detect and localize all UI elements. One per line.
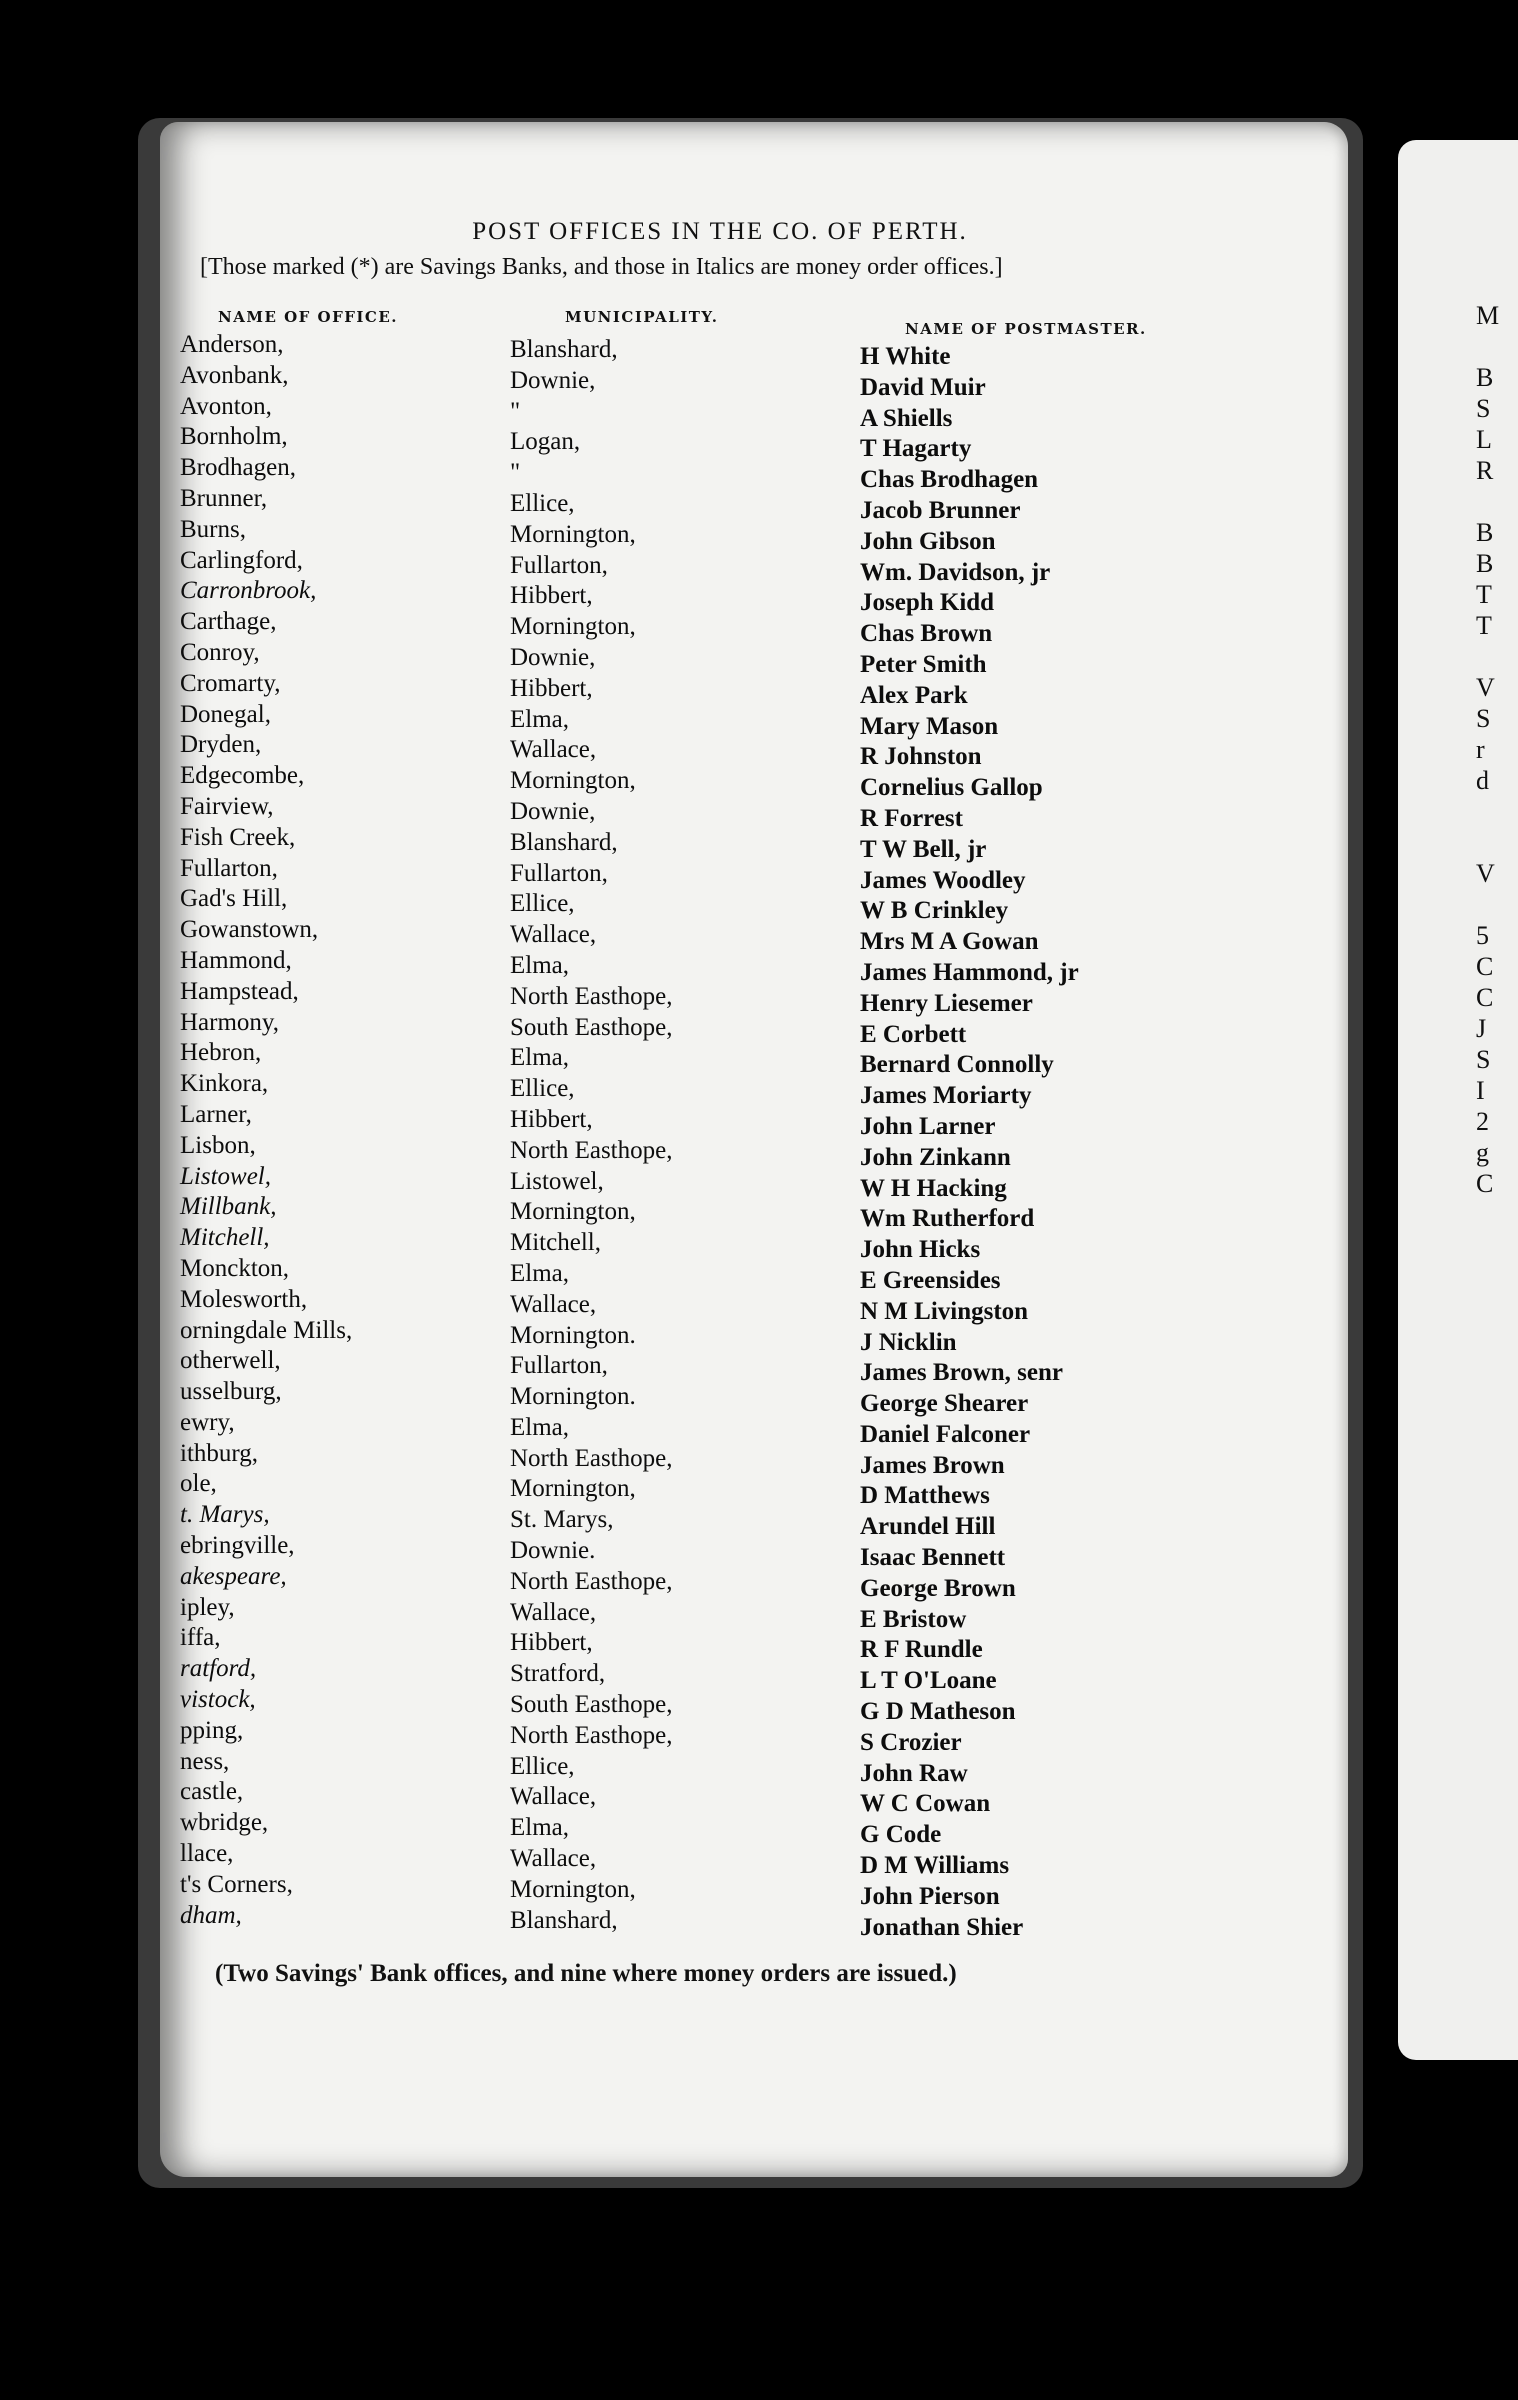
office-name: castle,	[180, 1778, 244, 1806]
postmaster-name: Wm. Davidson, jr	[860, 558, 1051, 586]
municipality-name: Downie,	[510, 366, 596, 394]
office-name: otherwell,	[180, 1347, 281, 1375]
municipality-name: Wallace,	[510, 736, 597, 764]
office-name: Avonton,	[180, 392, 272, 420]
office-name: t's Corners,	[180, 1870, 293, 1898]
municipality-name: Ellice,	[510, 489, 575, 517]
postmaster-name: John Hicks	[860, 1236, 981, 1264]
adjacent-page-letter	[1476, 796, 1499, 827]
municipality-name: Mornington,	[510, 1875, 636, 1903]
municipality-name: Ellice,	[510, 1752, 575, 1780]
office-name: Anderson,	[180, 331, 284, 358]
adjacent-page-text	[1476, 300, 1499, 1199]
office-name: usselburg,	[180, 1378, 282, 1406]
municipality-name: North Easthope,	[510, 1567, 673, 1595]
office-name: ness,	[180, 1747, 230, 1775]
postmaster-name: Joseph Kidd	[860, 589, 995, 617]
municipality-name: Hibbert,	[510, 674, 593, 702]
office-name: Cromarty,	[180, 669, 281, 697]
municipality-name: Fullarton,	[510, 1352, 608, 1380]
postmaster-name: Chas Brodhagen	[860, 466, 1039, 494]
postmaster-name: N M Livingston	[860, 1297, 1029, 1325]
office-name: Kinkora,	[180, 1070, 269, 1098]
postmaster-name: John Pierson	[860, 1882, 1000, 1910]
office-name: Mitchell,	[180, 1224, 270, 1252]
office-name: Fish Creek,	[180, 823, 296, 851]
office-name: ebringville,	[180, 1532, 295, 1560]
adjacent-page-letter: B	[1476, 518, 1494, 547]
postmaster-name: T W Bell, jr	[860, 835, 987, 863]
office-name: Carthage,	[180, 608, 277, 636]
adjacent-page-letter: S	[1476, 394, 1491, 423]
office-name: ole,	[180, 1470, 217, 1498]
adjacent-page-letter: I	[1476, 1076, 1485, 1105]
adjacent-page-letter: M	[1476, 301, 1500, 330]
postmaster-name: R F Rundle	[860, 1636, 983, 1664]
municipality-name: Mornington.	[510, 1383, 636, 1411]
header-municipality: MUNICIPALITY.	[565, 308, 719, 326]
adjacent-page-letter	[1476, 331, 1499, 362]
office-name: Hebron,	[180, 1039, 262, 1067]
postmaster-name: Isaac Bennett	[860, 1544, 1006, 1572]
postmaster-name: Mary Mason	[860, 712, 999, 740]
office-name: ipley,	[180, 1593, 235, 1621]
municipality-name: Blanshard,	[510, 828, 618, 856]
municipality-name: Mornington.	[510, 1321, 636, 1349]
office-name: llace,	[180, 1840, 234, 1868]
office-name: Gad's Hill,	[180, 885, 288, 913]
postmaster-name: John Larner	[860, 1112, 996, 1140]
municipality-name: South Easthope,	[510, 1691, 673, 1719]
municipality-name: "	[510, 459, 521, 487]
postmaster-name: Peter Smith	[860, 650, 987, 678]
office-name: Larner,	[180, 1100, 252, 1128]
postmaster-name: A Shiells	[860, 404, 953, 432]
office-name: Monckton,	[180, 1254, 290, 1282]
postmaster-name: Chas Brown	[860, 620, 993, 648]
postmaster-name: George Shearer	[860, 1390, 1029, 1418]
municipality-name: "	[510, 397, 521, 425]
municipality-name: Mornington,	[510, 1475, 636, 1503]
municipality-name: South Easthope,	[510, 1013, 673, 1041]
office-name: Avonbank,	[180, 361, 289, 389]
municipality-name: Hibbert,	[510, 582, 593, 610]
postmaster-name: Mrs M A Gowan	[860, 928, 1039, 956]
municipality-name: North Easthope,	[510, 982, 673, 1010]
postmaster-name: E Corbett	[860, 1020, 967, 1048]
office-name: Carronbrook,	[180, 577, 317, 605]
postmaster-name: L T O'Loane	[860, 1667, 997, 1695]
office-name: Fullarton,	[180, 854, 278, 882]
postmaster-name: D Matthews	[860, 1482, 990, 1510]
adjacent-page-letter: J	[1476, 1014, 1487, 1043]
office-name-column	[180, 330, 352, 1931]
postmaster-name: E Greensides	[860, 1266, 1001, 1294]
legend-note: [Those marked (*) are Savings Banks, and those in Italics are money order offices.]	[200, 254, 1003, 280]
postmaster-name: Wm Rutherford	[860, 1205, 1035, 1233]
municipality-name: Wallace,	[510, 1598, 597, 1626]
postmaster-name: David Muir	[860, 373, 986, 401]
municipality-name: Wallace,	[510, 1845, 597, 1873]
office-name: Bornholm,	[180, 423, 288, 451]
municipality-name: Mornington,	[510, 613, 636, 641]
office-name: Millbank,	[180, 1193, 277, 1221]
office-name: akespeare,	[180, 1562, 287, 1590]
postmaster-name: S Crozier	[860, 1728, 962, 1756]
municipality-column	[510, 335, 673, 1936]
footer-note: (Two Savings' Bank offices, and nine where money orders are issued.)	[215, 1960, 957, 1987]
office-name: vistock,	[180, 1686, 256, 1714]
postmaster-name: E Bristow	[860, 1605, 967, 1633]
municipality-name: St. Marys,	[510, 1506, 614, 1534]
office-name: pping,	[180, 1716, 244, 1744]
postmaster-name: James Woodley	[860, 866, 1026, 894]
adjacent-page-letter: d	[1476, 766, 1489, 795]
adjacent-page-letter: g	[1476, 1138, 1489, 1167]
postmaster-name: James Hammond, jr	[860, 958, 1079, 986]
municipality-name: Mitchell,	[510, 1229, 601, 1257]
municipality-name: Downie.	[510, 1537, 596, 1565]
municipality-name: Elma,	[510, 951, 570, 979]
postmaster-name: James Brown	[860, 1451, 1005, 1479]
adjacent-page-letter: V	[1476, 859, 1495, 888]
postmaster-name: James Brown, senr	[860, 1359, 1064, 1387]
municipality-name: Hibbert,	[510, 1105, 593, 1133]
postmaster-name: Alex Park	[860, 681, 968, 709]
office-name: Lisbon,	[180, 1131, 256, 1159]
postmaster-name: J Nicklin	[860, 1328, 957, 1356]
postmaster-name: Jonathan Shier	[860, 1913, 1024, 1941]
office-name: Listowel,	[180, 1162, 271, 1190]
municipality-name: Elma,	[510, 1413, 570, 1441]
municipality-name: Listowel,	[510, 1167, 604, 1195]
municipality-name: Downie,	[510, 643, 596, 671]
postmaster-name: R Forrest	[860, 804, 963, 832]
office-name: orningdale Mills,	[180, 1316, 353, 1344]
municipality-name: North Easthope,	[510, 1721, 673, 1749]
municipality-name: Elma,	[510, 705, 570, 733]
adjacent-page-letter: S	[1476, 704, 1491, 733]
office-name: Burns,	[180, 515, 246, 543]
header-postmaster: NAME OF POSTMASTER.	[905, 320, 1147, 338]
municipality-name: Elma,	[510, 1259, 570, 1287]
municipality-name: Mornington,	[510, 1198, 636, 1226]
postmaster-name: D M Williams	[860, 1852, 1010, 1880]
office-name: wbridge,	[180, 1809, 269, 1837]
postmaster-name: John Zinkann	[860, 1143, 1011, 1171]
municipality-name: Downie,	[510, 797, 596, 825]
adjacent-page-letter: C	[1476, 1169, 1494, 1198]
adjacent-page-letter: S	[1476, 1045, 1491, 1074]
adjacent-page-letter: 2	[1476, 1107, 1489, 1136]
municipality-name: Logan,	[510, 428, 581, 456]
municipality-name: Elma,	[510, 1044, 570, 1072]
adjacent-page-letter: V	[1476, 673, 1495, 702]
postmaster-name: Daniel Falconer	[860, 1420, 1031, 1448]
adjacent-page-letter: L	[1476, 425, 1492, 454]
municipality-name: North Easthope,	[510, 1136, 673, 1164]
adjacent-page-letter: T	[1476, 611, 1492, 640]
municipality-name: Wallace,	[510, 1290, 597, 1318]
adjacent-page-letter: C	[1476, 952, 1494, 981]
office-name: Carlingford,	[180, 546, 303, 574]
adjacent-page-letter: R	[1476, 456, 1494, 485]
adjacent-page	[1398, 140, 1518, 2060]
municipality-name: Stratford,	[510, 1660, 606, 1688]
municipality-name: Mornington,	[510, 520, 636, 548]
office-name: Fairview,	[180, 792, 274, 820]
postmaster-name: Jacob Brunner	[860, 496, 1021, 524]
adjacent-page-letter: r	[1476, 735, 1485, 764]
adjacent-page-letter	[1476, 641, 1499, 672]
adjacent-page-letter: C	[1476, 983, 1494, 1012]
municipality-name: Ellice,	[510, 1075, 575, 1103]
municipality-name: Hibbert,	[510, 1629, 593, 1657]
postmaster-name: G Code	[860, 1821, 942, 1849]
municipality-name: Fullarton,	[510, 551, 608, 579]
office-name: iffa,	[180, 1624, 221, 1652]
municipality-name: Wallace,	[510, 1783, 597, 1811]
municipality-name: Wallace,	[510, 921, 597, 949]
office-name: ithburg,	[180, 1439, 259, 1467]
postmaster-name: R Johnston	[860, 743, 982, 771]
adjacent-page-letter	[1476, 486, 1499, 517]
postmaster-name: James Moriarty	[860, 1082, 1032, 1110]
postmaster-name: H White	[860, 343, 951, 370]
postmaster-name: John Raw	[860, 1759, 968, 1787]
municipality-name: Elma,	[510, 1814, 570, 1842]
postmaster-column	[860, 342, 1079, 1943]
office-name: Conroy,	[180, 638, 260, 666]
postmaster-name: W H Hacking	[860, 1174, 1007, 1202]
office-name: Hammond,	[180, 946, 292, 974]
office-name: Edgecombe,	[180, 762, 305, 790]
postmaster-name: George Brown	[860, 1574, 1016, 1602]
office-name: Brodhagen,	[180, 454, 296, 482]
municipality-name: Blanshard,	[510, 336, 618, 363]
adjacent-page-letter: 5	[1476, 921, 1489, 950]
office-name: ewry,	[180, 1408, 235, 1436]
postmaster-name: Cornelius Gallop	[860, 774, 1043, 802]
office-name: ratford,	[180, 1655, 257, 1683]
postmaster-name: John Gibson	[860, 527, 996, 555]
page-title: POST OFFICES IN THE CO. OF PERTH.	[472, 218, 968, 245]
postmaster-name: W C Cowan	[860, 1790, 991, 1818]
municipality-name: Blanshard,	[510, 1906, 618, 1934]
postmaster-name: W B Crinkley	[860, 897, 1009, 925]
postmaster-name: Bernard Connolly	[860, 1051, 1054, 1079]
office-name: Brunner,	[180, 484, 268, 512]
office-name: Gowanstown,	[180, 916, 319, 944]
office-name: Hampstead,	[180, 977, 299, 1005]
office-name: Dryden,	[180, 731, 262, 759]
postmaster-name: Henry Liesemer	[860, 989, 1033, 1017]
office-name: t. Marys,	[180, 1501, 270, 1529]
office-name: Harmony,	[180, 1008, 280, 1036]
adjacent-page-letter: B	[1476, 363, 1494, 392]
municipality-name: Mornington,	[510, 767, 636, 795]
header-office: NAME OF OFFICE.	[218, 308, 399, 326]
municipality-name: Ellice,	[510, 890, 575, 918]
adjacent-page-letter	[1476, 827, 1499, 858]
municipality-name: North Easthope,	[510, 1444, 673, 1472]
postmaster-name: G D Matheson	[860, 1698, 1016, 1726]
adjacent-page-letter	[1476, 889, 1499, 920]
municipality-name: Fullarton,	[510, 859, 608, 887]
adjacent-page-letter: T	[1476, 580, 1492, 609]
postmaster-name: Arundel Hill	[860, 1513, 996, 1541]
office-name: Donegal,	[180, 700, 271, 728]
postmaster-name: T Hagarty	[860, 435, 972, 463]
office-name: Molesworth,	[180, 1285, 308, 1313]
office-name: dham,	[180, 1901, 242, 1929]
adjacent-page-letter: B	[1476, 549, 1494, 578]
